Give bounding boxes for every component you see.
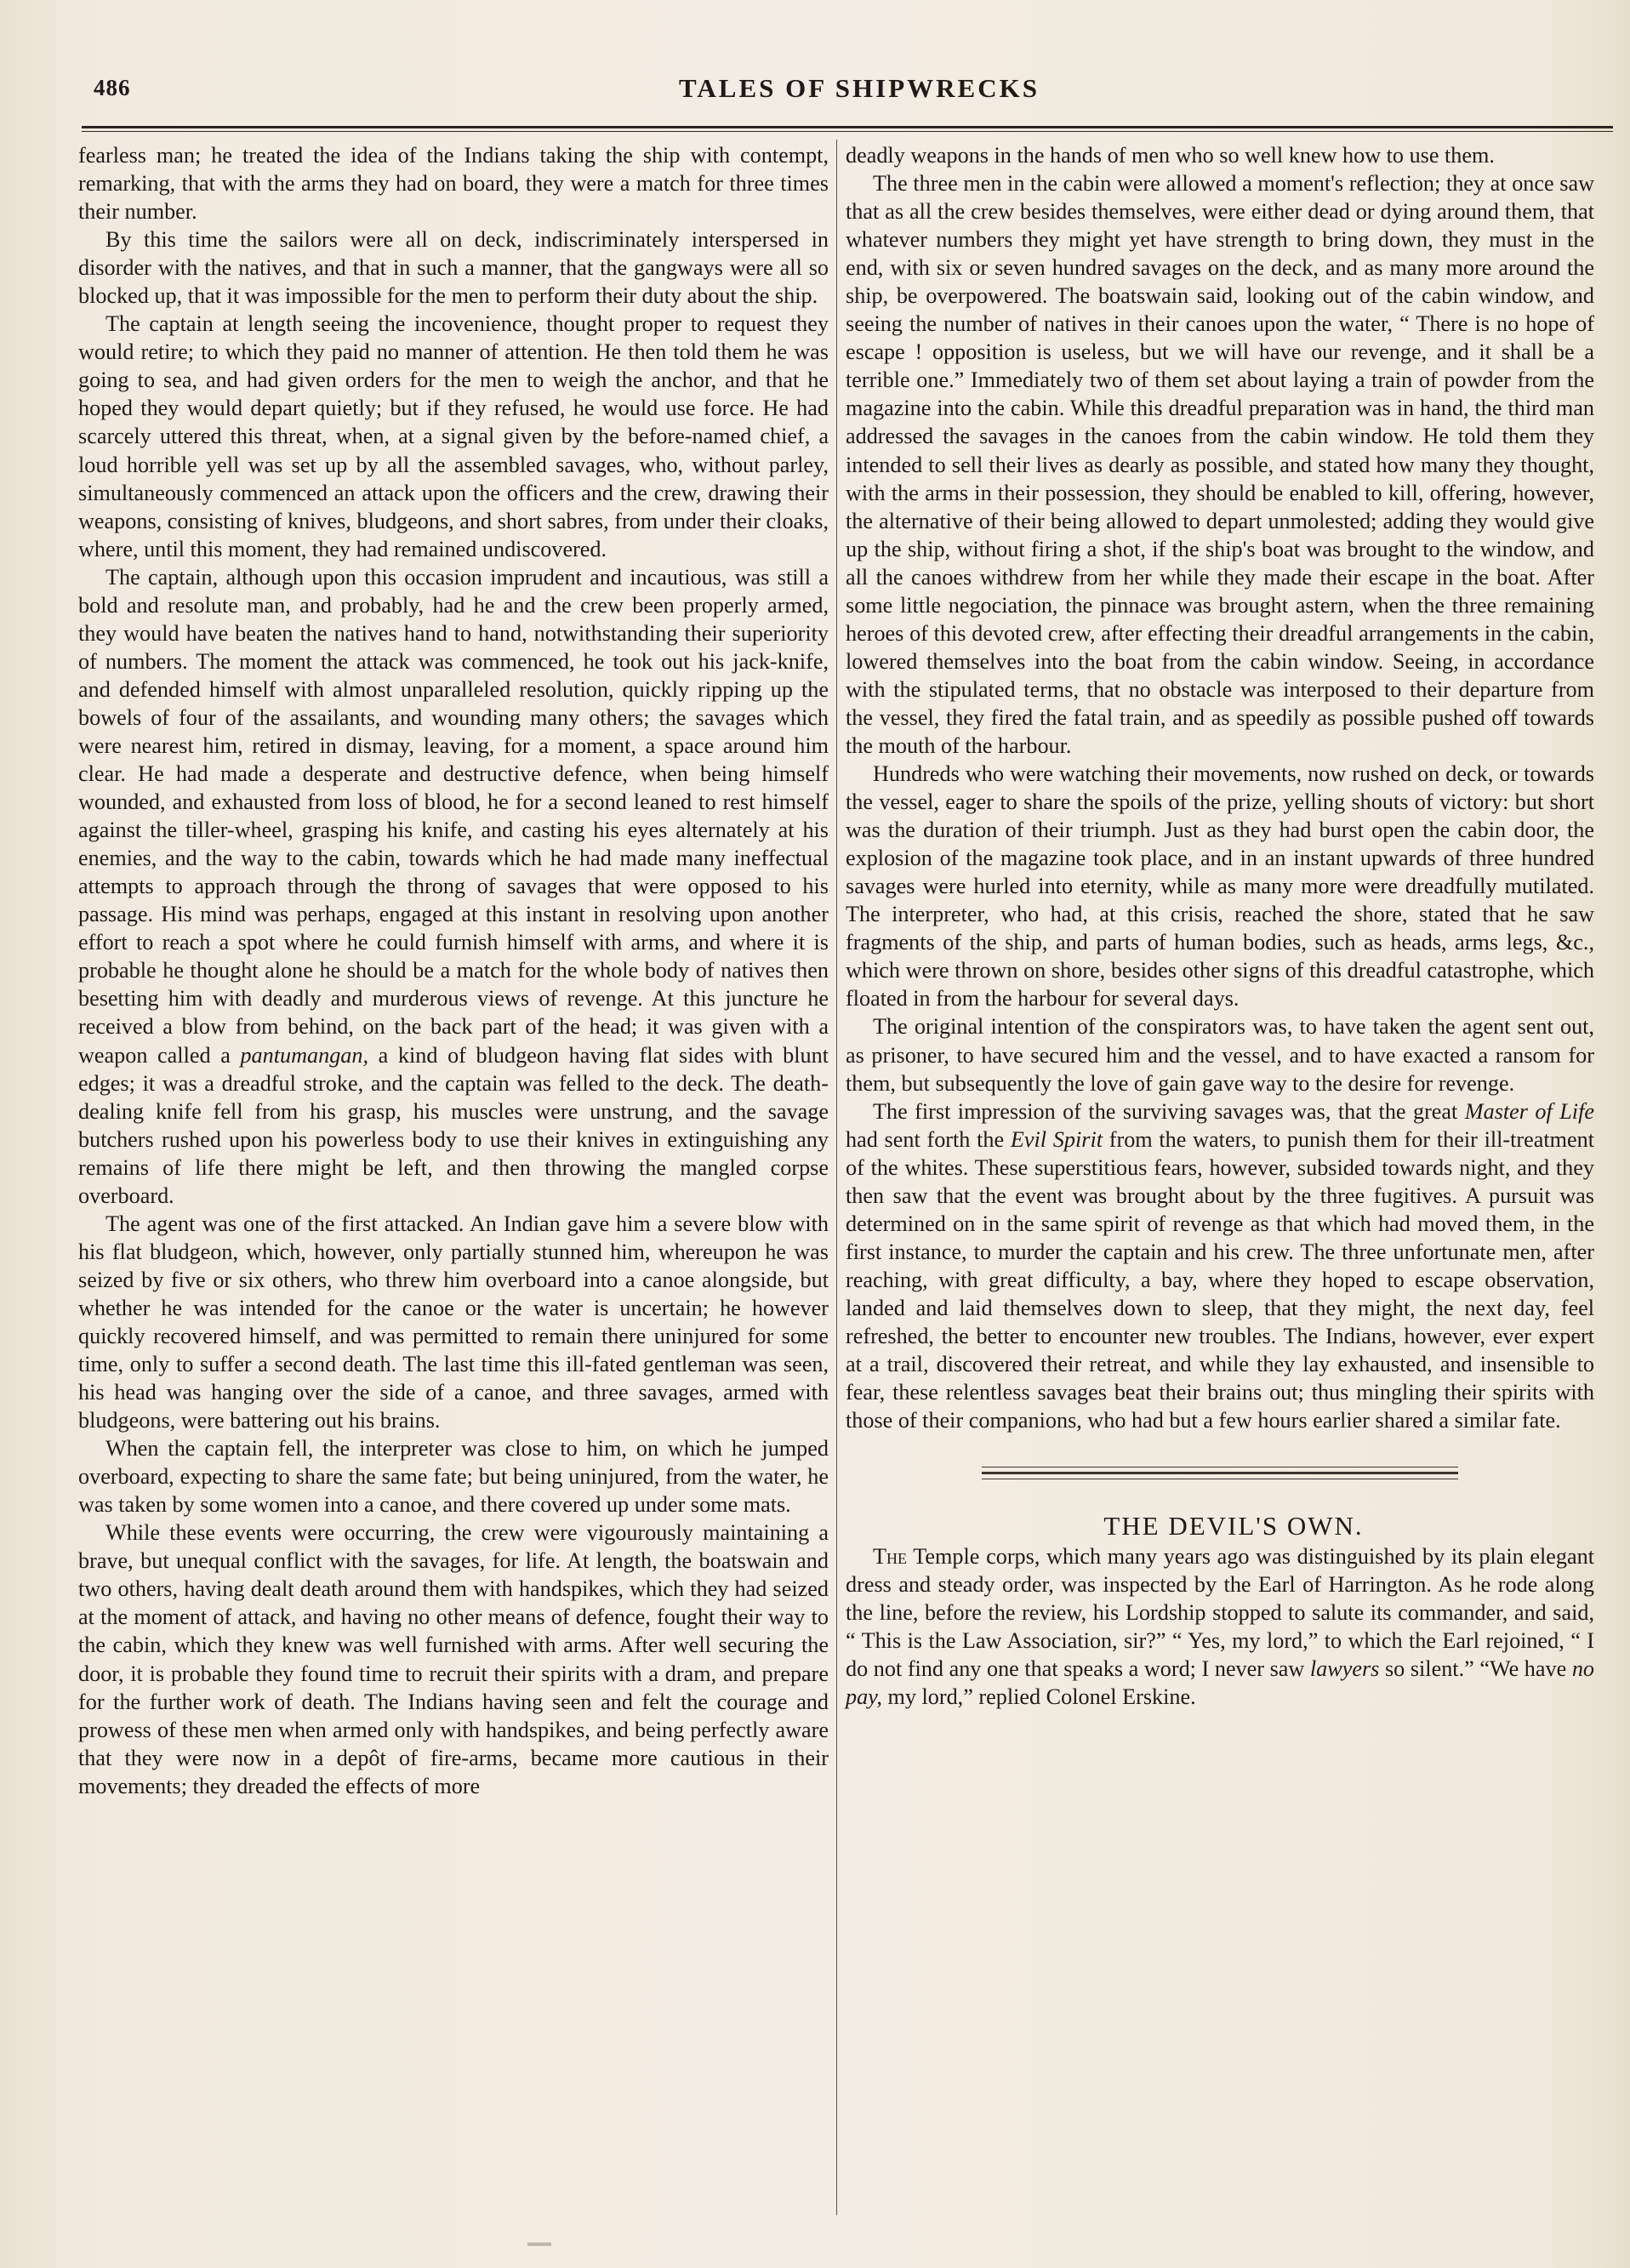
text-run: The first impression of the surviving savages was, that the great — [873, 1098, 1458, 1124]
paragraph: When the captain fell, the interpreter was close to him, on which he jumped overboard, expecting to share the same fate; but being uninjured, from the water, he was taken by some women into a canoe, and there covered up under some mats. — [78, 1436, 829, 1518]
text-run: from the waters, to punish them for their ill-treatment of the whites. These superstitious fears, however, subsided towards night, and they then saw that the event was brought about by the three fugitives. A pursuit was determined on in the same spirit of revenge as that which had moved them, in the first instance, to murder the captain and his crew. The three unfortunate men, after reaching, with great difficulty, a bay, where they hoped to escape observation, landed and laid themselves down to sleep, that they might, the next day, feel refreshed, the better to encounter new troubles. The Indians, however, ever expert at a trail, discovered their retreat, and while they lay exhausted, and insensible to fear, these relentless savages beat their brains out; thus mingling their spirits with those of their companions, who had but a few hours earlier shared a similar fate. — [846, 1126, 1594, 1433]
paragraph: By this time the sailors were all on deck, indiscriminately interspersed in disorder with the natives, and that in such a manner, that the gangways were all so blocked up, that it was impossible for the men to perform their duty about the ship. — [78, 227, 829, 309]
text-run: so silent.” “We have — [1384, 1656, 1567, 1682]
italic-term: pantumangan, — [240, 1042, 369, 1068]
left-column — [78, 141, 829, 1800]
lead-word: The — [873, 1544, 907, 1570]
italic-term: Master of Life — [1464, 1098, 1594, 1124]
text-run: a kind of bludgeon having flat sides with blunt edges; it was a dreadful stroke, and the captain was felled to the deck. The death-dealing knife fell from his grasp, his muscles were unstrung, and the savage butchers rushed upon his powerless body to use their knives in extinguishing any remains of life there might be left, and then throwing the mangled corpse overboard. — [78, 1042, 829, 1208]
page-number: 486 — [94, 75, 131, 100]
paragraph: Hundreds who were watching their movements, now rushed on deck, or towards the vessel, eager to share the spoils of the prize, yelling shouts of victory: but short was the duration of their triumph. Just as they had burst open the cabin door, the explosion of the magazine took place, and in an instant upwards of three hundred savages were hurled into eternity, while as many more were dreadfully mutilated. The interpreter, who had, at this crisis, reached the shore, stated that he saw fragments of the ship, and parts of human bodies, such as heads, arms legs, &c., which were thrown on shore, besides other signs of this dreadful catastrophe, which floated in from the harbour for several days. — [846, 761, 1594, 1011]
running-title: TALES OF SHIPWRECKS — [679, 73, 1040, 103]
text-run: The captain, although upon this occasion imprudent and incautious, was still a bold and resolute man, and probably, had he and the crew been properly armed, they would have beaten the natives hand to hand, notwithstanding their superiority of numbers. The moment the attack was commenced, he took out his jack-knife, and defended himself with almost unparalleled resolution, quickly ripping up the bowels of four of the assailants, and wounding many others; the savages which were nearest him, retired in dismay, leaving, for a moment, a space around him clear. He had made a desperate and destructive defence, when being himself wounded, and exhausted from loss of blood, he for a second leaned to rest himself against the tiller-wheel, grasping his knife, and casting his eyes alternately at his enemies, and the way to the cabin, towards which he had made many ineffectual attempts to approach through the throng of savages that were opposed to his passage. His mind was perhaps, engaged at this instant in resolving upon another effort to reach a spot where he could furnish himself with arms, and where it is probable he thought alone he should be a match for the whole body of natives then besetting him with deadly and murderous views of revenge. At this juncture he received a blow from behind, on the back part of the head; it was given with a weapon called a — [78, 564, 829, 1068]
paragraph: The captain at length seeing the incovenience, thought proper to request they would retire; to which they paid no manner of attention. He then told them he was going to sea, and had given orders for the men to weigh the anchor, and that he hoped they would depart quietly; but if they refused, he would use force. He had scarcely uttered this threat, when, at a signal given by the before-named chief, a loud horrible yell was set up by all the assembled savages, who, without parley, simultaneously commenced an attack upon the officers and the crew, drawing their weapons, consisting of knives, bludgeons, and short sabres, from under their cloaks, where, until this moment, they had remained undiscovered. — [78, 311, 829, 561]
column-divider — [836, 140, 837, 2215]
italic-term: no pay, — [846, 1656, 1594, 1710]
paragraph — [846, 1542, 1594, 1711]
text-run: had sent forth the — [846, 1126, 1005, 1152]
italic-term: lawyers — [1309, 1656, 1380, 1682]
section-title: THE DEVIL'S OWN. — [1103, 1511, 1364, 1541]
paragraph: The three men in the cabin were allowed a moment's reflection; they at once saw that as all the crew besides themselves, were either dead or dying around them, that whatever numbers they might yet have strength to bring down, they must in the end, with six or seven hundred savages on the deck, and as many more around the ship, be overpowered. The boatswain said, looking out of the cabin window, and seeing the number of natives in their canoes upon the water, “ There is no hope of escape ! opposition is useless, but we will have our revenge, and it shall be a terrible one.” Immediately two of them set about laying a train of powder from the magazine into the cabin. While this dreadful preparation was in hand, the third man addressed the savages in the canoes from the cabin window. He told them they intended to sell their lives as dearly as possible, and stated how many they thought, with the arms in their possession, they should be enabled to kill, offering, however, the alternative of their being allowed to depart unmolested; adding they would give up the ship, without firing a shot, if the ship's boat was brought to the window, and all the canoes withdrew from her while they made their escape in the boat. After some little negociation, the pinnace was brought astern, when the three remaining heroes of this devoted crew, after effecting their dreadful arrangements in the cabin, lowered themselves into the boat from the cabin window. Seeing, in accordance with the stipulated terms, that no obstacle was interposed to their departure from the vessel, they fired the fatal train, and as speedily as possible pushed off towards the mouth of the harbour. — [846, 171, 1594, 758]
paragraph: The agent was one of the first attacked. An Indian gave him a severe blow with his flat bludgeon, which, however, only partially stunned him, whereupon he was seized by five or six others, who threw him overboard into a canoe alongside, but whether he was intended for the canoe or the water is uncertain; he however quickly recovered himself, and was permitted to remain there uninjured for some time, only to suffer a second death. The last time this ill-fated gentleman was seen, his head was hanging over the side of a canoe, and three savages, armed with bludgeons, were battering out his brains. — [78, 1211, 829, 1433]
paragraph: The original intention of the conspirators was, to have taken the agent sent out, as prisoner, to have secured him and the vessel, and to have exacted a ransom for them, but subsequently the love of gain gave way to the desire for revenge. — [846, 1014, 1594, 1096]
ornament-rule — [982, 1472, 1458, 1474]
paragraph: fearless man; he treated the idea of the Indians taking the ship with contempt, remarking, that with the arms they had on board, they were a match for three times their number. — [78, 143, 829, 225]
paragraph: deadly weapons in the hands of men who so well knew how to use them. — [846, 143, 1495, 168]
text-run: my lord,” replied Colonel Erskine. — [887, 1684, 1196, 1710]
italic-term: Evil Spirit — [1010, 1126, 1103, 1152]
paragraph — [846, 1097, 1594, 1435]
text-run: Temple corps, which many years ago was distinguished by its plain elegant dress and steady order, was inspected by the Earl of Harrington. As he rode along the line, before the review, his Lordship stopped to salute its commander, and said, “ This is the Law Association, sir?” “ Yes, my lord,” to which the Earl rejoined, “ I do not find any one that speaks a word; I never saw — [846, 1544, 1595, 1682]
right-column — [846, 141, 1594, 1711]
print-mark — [527, 2242, 551, 2246]
page-header — [77, 70, 1608, 107]
paragraph — [78, 563, 829, 1210]
paragraph: While these events were occurring, the crew were vigourously maintaining a brave, but unequal conflict with the savages, for life. At length, the boatswain and two others, having dealt death around them with handspikes, which they had seized at the moment of attack, and having no other means of defence, fought their way to the cabin, which they knew was well furnished with arms. After well securing the door, it is probable they found time to recruit their spirits with a dram, and prepare for the further work of death. The Indians having seen and felt the courage and prowess of these men when armed only with handspikes, and being perfectly aware that they were now in a depôt of fire-arms, became more cautious in their movements; they dreaded the effects of more — [78, 1520, 829, 1798]
section-divider-ornament — [982, 1467, 1458, 1479]
header-rule — [82, 126, 1613, 132]
